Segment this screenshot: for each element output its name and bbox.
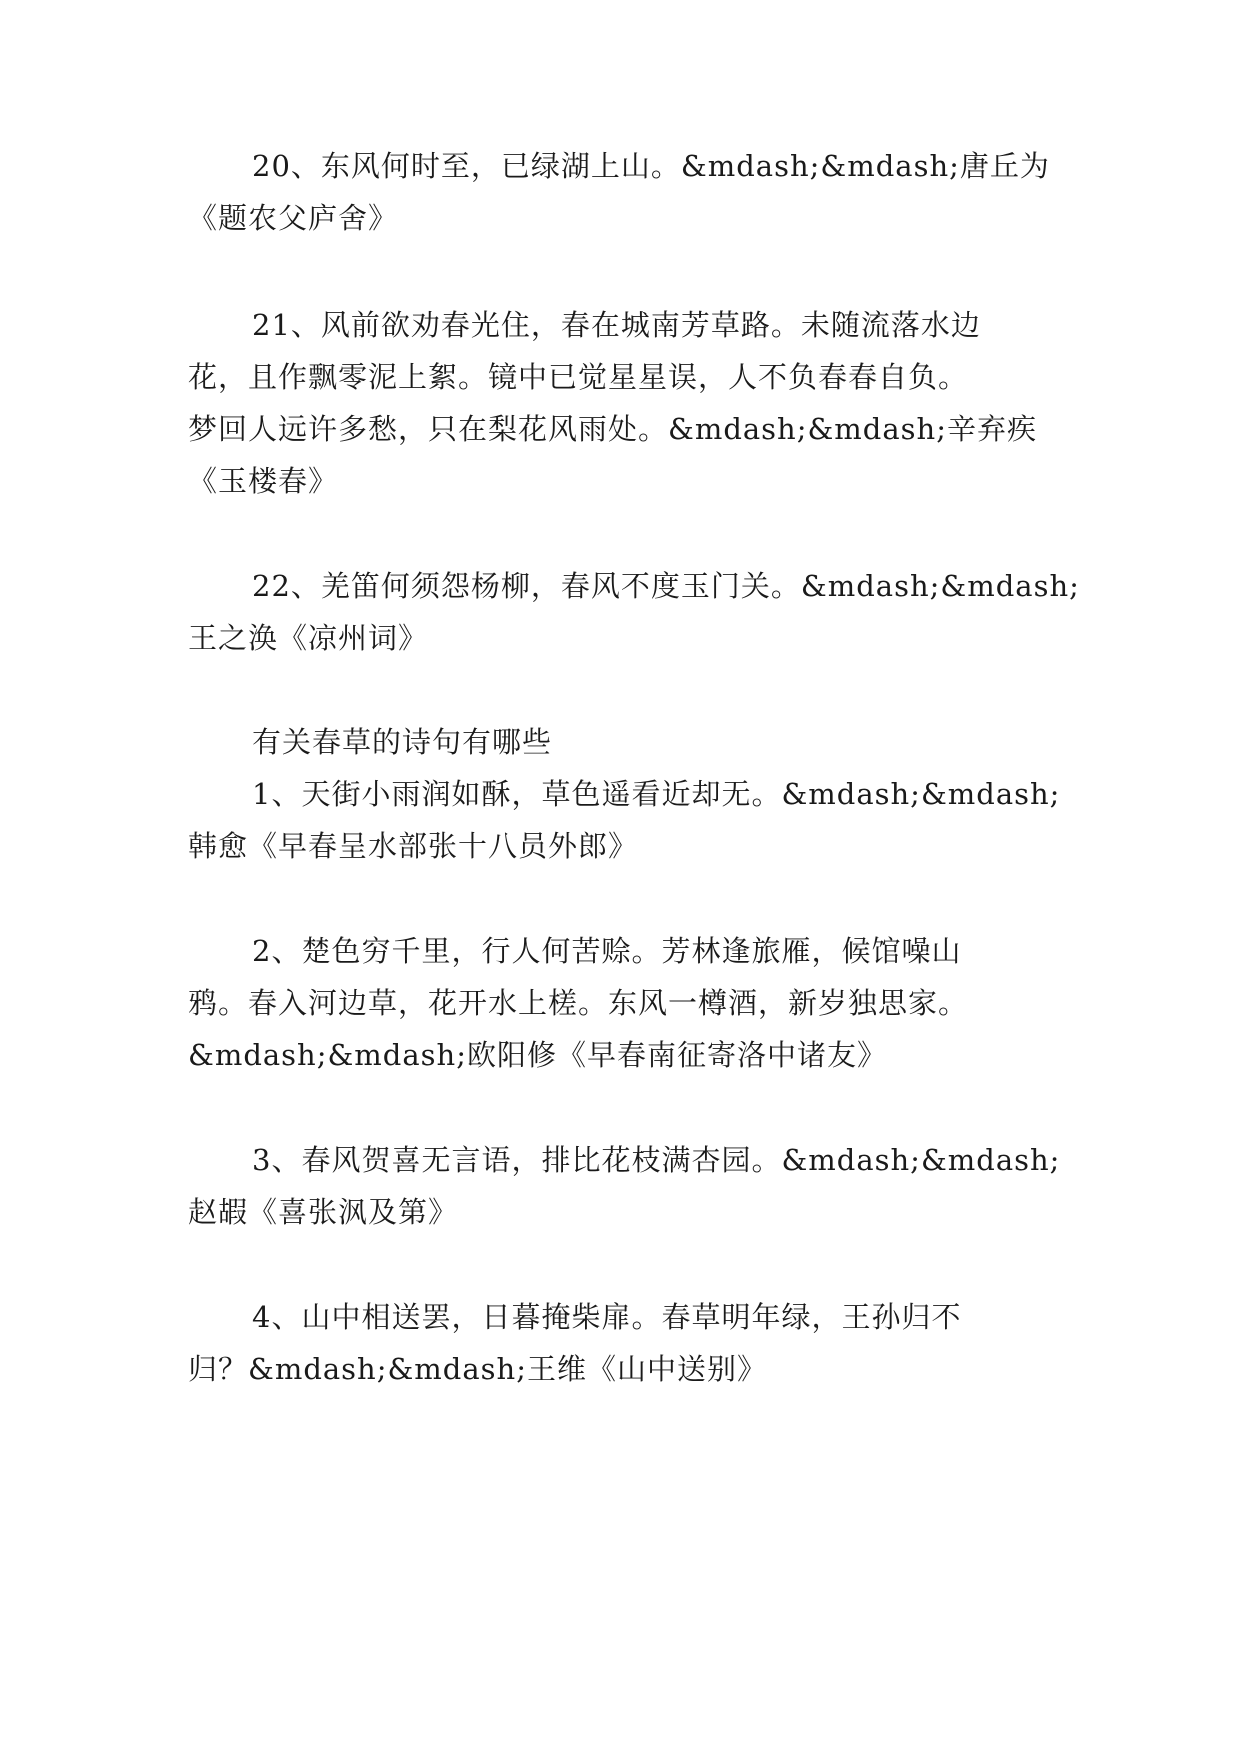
poem-20-line-1: 20、东风何时至，已绿湖上山。&mdash;&mdash;唐丘为 (252, 149, 1050, 183)
poem-21-line-3: 梦回人远许多愁，只在梨花风雨处。&mdash;&mdash;辛弃疾 (188, 412, 1037, 446)
spring-grass-1-line-2: 韩愈《早春呈水部张十八员外郎》 (188, 829, 639, 863)
poem-22-line-1: 22、羌笛何须怨杨柳，春风不度玉门关。&mdash;&mdash; (252, 569, 1080, 603)
spring-grass-2-line-3: &mdash;&mdash;欧阳修《早春南征寄洛中诸友》 (188, 1038, 887, 1072)
spring-grass-4-line-2: 归？&mdash;&mdash;王维《山中送别》 (188, 1352, 767, 1386)
section-heading: 有关春草的诗句有哪些 (252, 725, 553, 759)
poem-21-line-1: 21、风前欲劝春光住，春在城南芳草路。未随流落水边 (252, 308, 981, 342)
poem-21-line-2: 花，且作飘零泥上絮。镜中已觉星星误，人不负春春自负。 (188, 360, 969, 394)
spring-grass-2-line-1: 2、楚色穷千里，行人何苦赊。芳林逢旅雁，候馆噪山 (252, 934, 962, 968)
poem-22-line-2: 王之涣《凉州词》 (188, 621, 429, 655)
poem-20-line-2: 《题农父庐舍》 (188, 201, 399, 235)
spring-grass-3-line-2: 赵嘏《喜张沨及第》 (188, 1195, 459, 1229)
spring-grass-4-line-1: 4、山中相送罢，日暮掩柴扉。春草明年绿，王孙归不 (252, 1300, 962, 1334)
spring-grass-3-line-1: 3、春风贺喜无言语，排比花枝满杏园。&mdash;&mdash; (252, 1143, 1061, 1177)
spring-grass-2-line-2: 鸦。春入河边草，花开水上槎。东风一樽酒，新岁独思家。 (188, 986, 969, 1020)
spring-grass-1-line-1: 1、天街小雨润如酥，草色遥看近却无。&mdash;&mdash; (252, 777, 1061, 811)
poem-21-line-4: 《玉楼春》 (188, 464, 339, 498)
